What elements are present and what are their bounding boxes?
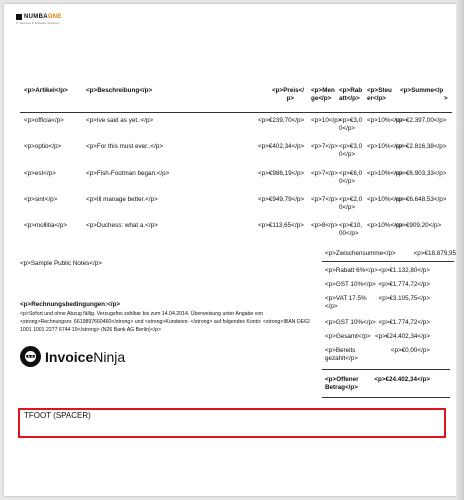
cell-preis: <p>€402,34</p>: [258, 143, 305, 150]
tfoot-spacer: [18, 408, 446, 438]
col-header-rabatt: <p>Rab att</p>: [339, 87, 363, 102]
totals-value: <p>€1.132,80</p>: [378, 267, 430, 274]
cell-rabatt: <p>€2,0 0</p>: [339, 196, 363, 211]
totals-value: <p>€18.879,95: [413, 250, 456, 257]
col-header-preis: <p>Preis</ p>: [272, 87, 305, 102]
cell-preis: <p>€113,65</p>: [258, 222, 304, 229]
invoiceninja-logo: [20, 346, 125, 367]
totals-divider: [322, 261, 454, 262]
totals-label: <p>Zwischensumme</p>: [325, 250, 396, 257]
cell-menge: <p>8</p>: [311, 222, 338, 229]
col-header-beschreibung: <p>Beschreibung</p>: [86, 87, 153, 94]
cell-artikel: <p>sint</p>: [24, 196, 58, 203]
cell-steuer: <p>10%</p>: [367, 117, 404, 124]
terms-label: <p>Rechnungsbedingungen:</p>: [20, 301, 121, 308]
totals-value: <p>€1.774,72</p>: [378, 281, 430, 288]
invoice-page: [4, 4, 456, 496]
page-edge: [456, 0, 464, 500]
invoiceninja-icon: [20, 346, 41, 367]
table-row: [20, 117, 452, 137]
totals-divider: [322, 397, 450, 398]
totals-value: <p>€1.774,72</p>: [378, 319, 430, 326]
cell-summe: <p>€909,20</p>: [395, 222, 442, 229]
cell-rabatt: <p>€3,0 0</p>: [339, 143, 363, 158]
table-row: [20, 170, 452, 190]
cell-steuer: <p>10%</p>: [367, 196, 404, 203]
totals-row: [322, 295, 456, 315]
cell-steuer: <p>10%</p>: [367, 143, 404, 150]
cell-menge: <p>7</p>: [311, 170, 338, 177]
logo-tagline: IT Services & Software Solutions: [16, 21, 60, 25]
cell-menge: <p>7</p>: [311, 196, 338, 203]
totals-label: <p>GST 10%</p>: [325, 319, 376, 326]
totals-value: <p>€0,00</p>: [390, 347, 430, 354]
totals-value: <p>€24.402,34</p>: [374, 376, 430, 383]
col-header-summe: <p>Summe</p >: [400, 87, 448, 102]
cell-rabatt: <p>€3,0 0</p>: [339, 117, 363, 132]
cell-steuer: <p>10%</p>: [367, 170, 404, 177]
cell-beschreibung: <p>Ill manage better.</p>: [86, 196, 158, 203]
cell-preis: <p>€986,19</p>: [258, 170, 305, 177]
items-table-header: [20, 87, 452, 111]
logo-square-icon: [16, 14, 22, 20]
cell-artikel: <p>est</p>: [24, 170, 56, 177]
table-row: [20, 196, 452, 216]
logo-text: NUMBAONE: [24, 14, 62, 20]
totals-label: <p>Bereits gezahlt</p>: [325, 347, 358, 362]
totals-label: <p>Offener Betrag</p>: [325, 376, 359, 391]
cell-steuer: <p>10%</p>: [367, 222, 404, 229]
cell-artikel: <p>optio</p>: [24, 143, 62, 150]
totals-label: <p>Rabatt 6%</p>: [325, 267, 378, 274]
cell-summe: <p>€2.816,38</p>: [395, 143, 447, 150]
cell-menge: <p>10</p>: [311, 117, 342, 124]
totals-row-balance: [322, 376, 456, 396]
table-row: [20, 143, 452, 163]
cell-artikel: <p>mollitia</p>: [24, 222, 68, 229]
tfoot-label: TFOOT (SPACER): [24, 411, 91, 420]
cell-beschreibung: <p>For this must ever..</p>: [86, 143, 164, 150]
cell-beschreibung: <p>Duchess: what a.</p>: [86, 222, 158, 229]
col-header-menge: <p>Men ge</p>: [311, 87, 335, 102]
cell-rabatt: <p>€6,0 0</p>: [339, 170, 363, 185]
company-logo: [16, 14, 62, 25]
col-header-artikel: <p>Artikel</p>: [24, 87, 68, 94]
totals-label: <p>VAT 17.5% </p>: [325, 295, 367, 310]
totals-label: <p>GST 10%</p>: [325, 281, 376, 288]
cell-menge: <p>7</p>: [311, 143, 338, 150]
terms-text: <p>Sofort und ohne Abzug fällig. Verzugsfrei zahlbar bis zum 14.04.2014. Überweisung unter Angabe von <strong>Rechnungsnr. 6619897660460</strong> und <strong>Kundennr. </strong> auf folgendes Konto: <strong>IBAN DE62 1001 1001 2277 6744 19</strong> (N26 Bank AG Berlin)</p>: [20, 311, 310, 333]
totals-row: [322, 347, 456, 367]
totals-label: <p>Gesamt</p>: [325, 333, 371, 340]
cell-beschreibung: <p>Ive said as yet..</p>: [86, 117, 154, 124]
cell-summe: <p>€6.903,33</p>: [395, 170, 447, 177]
cell-summe: <p>€2.397,00</p>: [395, 117, 447, 124]
cell-rabatt: <p>€10, 00</p>: [339, 222, 363, 237]
header-divider: [20, 112, 452, 113]
public-notes: <p>Sample Public Notes</p>: [20, 260, 102, 267]
totals-divider: [322, 369, 450, 370]
invoiceninja-wordmark: InvoiceNinja: [45, 348, 126, 365]
cell-beschreibung: <p>Fish-Footman began.</p>: [86, 170, 170, 177]
col-header-steuer: <p>Steu er</p>: [367, 87, 392, 102]
table-row: [20, 222, 452, 242]
cell-preis: <p>€239,70</p>: [258, 117, 305, 124]
cell-summe: <p>€6.648,53</p>: [395, 196, 447, 203]
cell-artikel: <p>officia</p>: [24, 117, 64, 124]
cell-preis: <p>€949,79</p>: [258, 196, 305, 203]
totals-value: <p>€24.402,34</p>: [375, 333, 430, 340]
totals-value: <p>€3.105,75</p>: [378, 295, 430, 302]
